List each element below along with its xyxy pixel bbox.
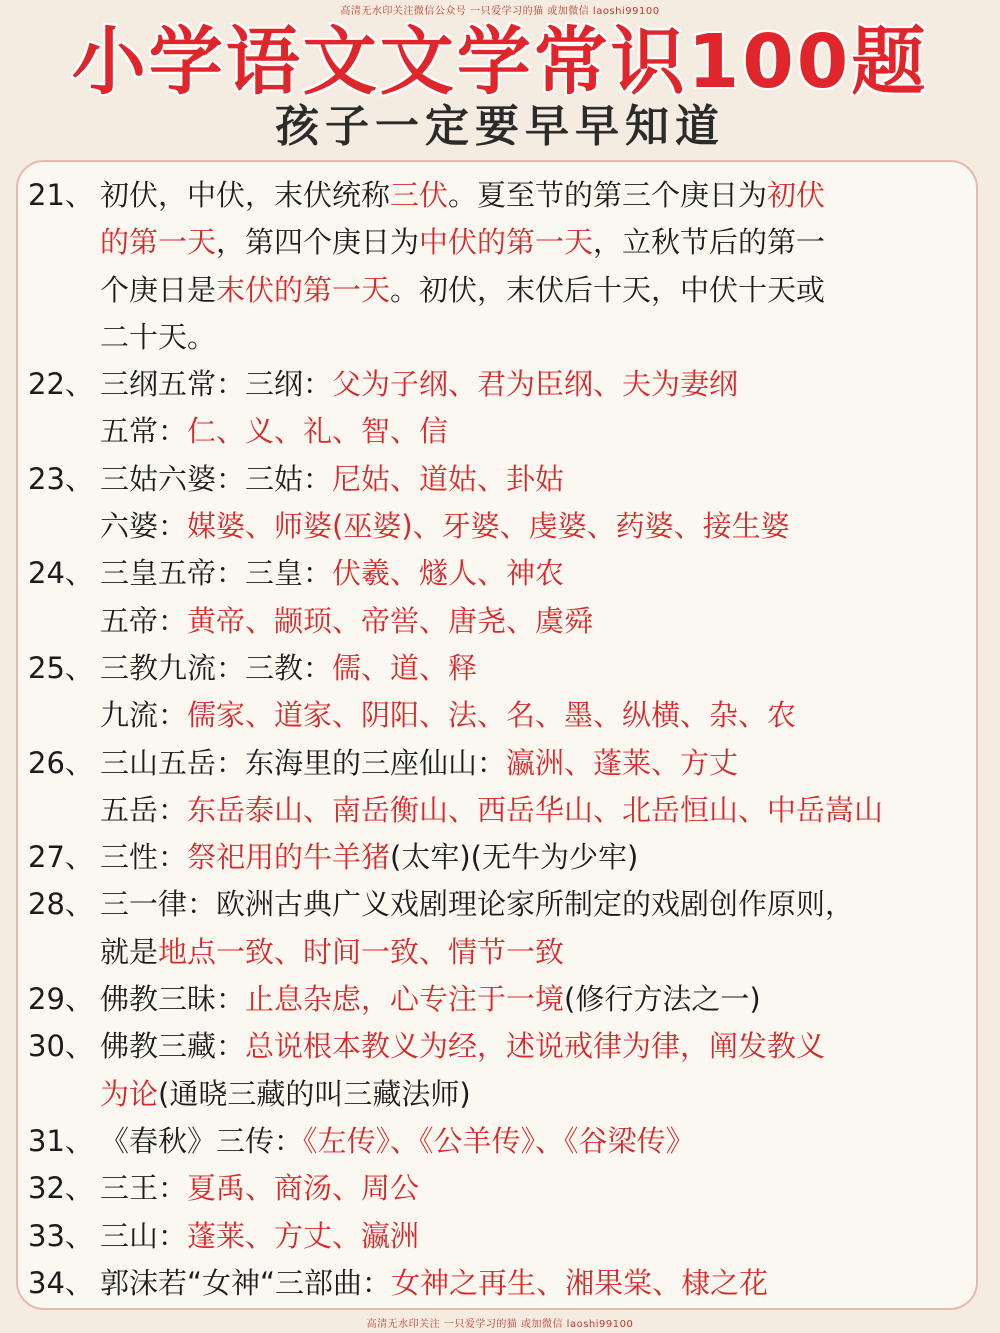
line-text: 三姑六婆：三姑： <box>100 461 333 496</box>
list-line <box>28 1165 968 1212</box>
list-line <box>28 692 968 739</box>
highlight-text: 《左传》、《公羊传》、《谷梁传》 <box>303 1123 695 1158</box>
list-line <box>28 219 968 266</box>
highlight-text: 东岳泰山、南岳衡山、西岳华山、北岳恒山、中岳嵩山 <box>187 792 884 827</box>
list-line <box>28 1071 968 1118</box>
item-number: 24、 <box>28 556 94 591</box>
list-line <box>28 1213 968 1260</box>
page-subtitle: 孩子一定要早早知道 <box>275 101 725 152</box>
line-text: (通晓三藏的叫三藏法师) <box>158 1076 471 1111</box>
highlight-text: 为论 <box>100 1076 159 1111</box>
line-text: 五常： <box>100 414 188 449</box>
line-text: ，立秋节后的第一 <box>593 225 826 260</box>
line-text: 三教九流：三教： <box>100 650 333 685</box>
list-line <box>28 976 968 1023</box>
list-line <box>28 361 968 408</box>
highlight-text: 仁、义、礼、智、信 <box>187 414 449 449</box>
line-text: 三山五岳：东海里的三座仙山： <box>100 745 507 780</box>
highlight-text: 媒婆、师婆(巫婆)、牙婆、虔婆、药婆、接生婆 <box>187 509 790 544</box>
list-line <box>28 1260 968 1307</box>
line-text: 三纲五常：三纲： <box>100 367 333 402</box>
line-text: 郭沫若“女神“三部曲： <box>100 1265 392 1300</box>
line-text: 就是 <box>100 934 159 969</box>
highlight-text: 尼姑、道姑、卦姑 <box>332 461 565 496</box>
line-text: 五帝： <box>100 603 188 638</box>
line-text: 五岳： <box>100 792 188 827</box>
highlight-text: 女神之再生、湘果棠、棣之花 <box>391 1265 769 1300</box>
line-text: (太牢)(无牛为少牢) <box>390 840 639 875</box>
item-number: 25、 <box>28 650 94 685</box>
highlight-text: 儒、道、释 <box>332 650 478 685</box>
line-text: 《春秋》三传： <box>100 1123 304 1158</box>
highlight-text: 瀛洲、蓬莱、方丈 <box>506 745 739 780</box>
list-line <box>28 172 968 219</box>
item-number: 28、 <box>28 887 94 922</box>
highlight-text: 黄帝、颛顼、帝喾、唐尧、虞舜 <box>187 603 594 638</box>
item-number: 31、 <box>28 1123 94 1158</box>
highlight-text: 儒家、道家、阴阳、法、名、墨、纵横、杂、农 <box>187 698 797 733</box>
highlight-text: 中伏的第一天 <box>419 225 594 260</box>
highlight-text: 地点一致、时间一致、情节一致 <box>158 934 565 969</box>
item-number: 29、 <box>28 982 94 1017</box>
line-text: 佛教三昧： <box>100 982 246 1017</box>
line-text: 。夏至节的第三个庚日为 <box>448 178 768 212</box>
item-number: 21、 <box>28 178 94 212</box>
item-number: 34、 <box>28 1265 94 1300</box>
line-text: (修行方法之一) <box>564 982 761 1017</box>
knowledge-list <box>28 172 968 1307</box>
list-line <box>28 787 968 834</box>
line-text: 六婆： <box>100 509 188 544</box>
watermark-top: 高清无水印关注微信公众号 一只爱学习的猫 或加微信 laoshi99100 <box>340 6 660 17</box>
item-number: 22、 <box>28 367 94 402</box>
highlight-text: 止息杂虑，心专注于一境 <box>245 982 565 1017</box>
highlight-text: 伏羲、燧人、神农 <box>332 556 565 591</box>
list-line <box>28 550 968 597</box>
line-text: 初伏，中伏，末伏统称 <box>100 178 391 212</box>
list-line <box>28 1118 968 1165</box>
list-line <box>28 314 968 361</box>
list-line <box>28 645 968 692</box>
list-line <box>28 929 968 976</box>
item-number: 32、 <box>28 1171 94 1206</box>
line-text: 三山： <box>100 1218 188 1253</box>
list-line <box>28 834 968 881</box>
list-line <box>28 267 968 314</box>
list-line <box>28 740 968 787</box>
list-line <box>28 598 968 645</box>
highlight-text: 末伏的第一天 <box>216 272 391 307</box>
line-text: 三王： <box>100 1171 188 1206</box>
highlight-text: 蓬莱、方丈、瀛洲 <box>187 1218 420 1253</box>
list-line <box>28 503 968 550</box>
highlight-text: 三伏 <box>390 178 449 212</box>
line-text: 个庚日是 <box>100 272 217 307</box>
highlight-text: 夏禹、商汤、周公 <box>187 1171 420 1206</box>
item-number: 33、 <box>28 1218 94 1253</box>
item-number: 27、 <box>28 840 94 875</box>
list-line <box>28 1023 968 1070</box>
page-title: 小学语文文学常识100题 <box>71 19 929 105</box>
line-text: 二十天。 <box>100 319 217 354</box>
line-text: 佛教三藏： <box>100 1029 246 1064</box>
watermark-bottom: 高清无水印关注 一只爱学习的猫 或加微信 laoshi99100 <box>366 1319 634 1330</box>
line-text: 三一律：欧洲古典广义戏剧理论家所制定的戏剧创作原则， <box>100 887 855 922</box>
highlight-text: 的第一天 <box>100 225 217 260</box>
list-line <box>28 881 968 928</box>
highlight-text: 总说根本教义为经，述说戒律为律，阐发教义 <box>245 1029 826 1064</box>
item-number: 30、 <box>28 1029 94 1064</box>
list-line <box>28 456 968 503</box>
highlight-text: 父为子纲、君为臣纲、夫为妻纲 <box>332 367 739 402</box>
line-text: 三性： <box>100 840 188 875</box>
highlight-text: 初伏 <box>767 178 826 212</box>
item-number: 26、 <box>28 745 94 780</box>
line-text: 九流： <box>100 698 188 733</box>
line-text: 三皇五帝：三皇： <box>100 556 333 591</box>
line-text: ，第四个庚日为 <box>216 225 420 260</box>
item-number: 23、 <box>28 461 94 496</box>
highlight-text: 祭祀用的牛羊猪 <box>187 840 391 875</box>
line-text: 。初伏，末伏后十天，中伏十天或 <box>390 272 826 307</box>
list-line <box>28 408 968 455</box>
